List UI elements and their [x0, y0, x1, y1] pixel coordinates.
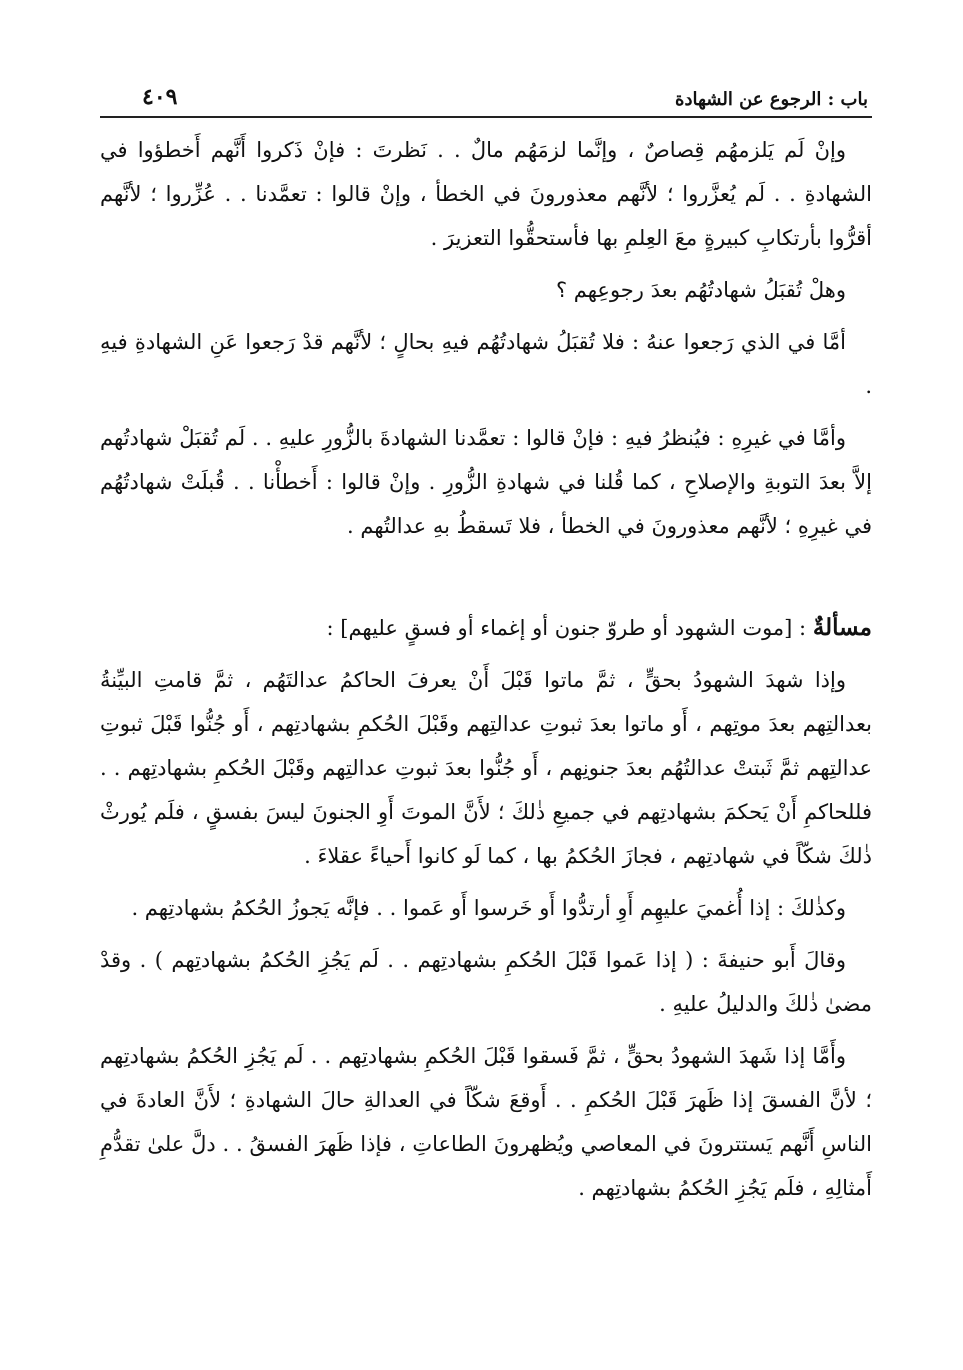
chapter-title: باب : الرجوع عن الشهادة — [675, 89, 868, 110]
paragraph: وإنْ لَم يَلزمهُم قِصاصٌ ، وإنَّما لزمَهُم مالٌ . . نَظرتَ : فإنْ ذَكروا أَنَّهم أَخطؤوا في الشهادةِ . . لَم يُعزَّروا ؛ لأنَّهم معذورونَ في الخطأ ، وإنْ قالوا : تعمَّدنا . . عُزِّروا ؛ لأنَّهم أقرُّوا بأرتكابِ كبيرةٍ معَ العِلمِ بها فأستحقُّوا التعزيرَ . — [100, 138, 872, 250]
book-page — [100, 78, 872, 1218]
issue-label: مسألةٌ — [812, 614, 872, 641]
paragraph: وأَمَّا إذا شَهدَ الشهودُ بحقٍّ ، ثمَّ فَسقوا قَبْلَ الحُكمِ بشهادتِهم . . لَم يَجُزِ الحُكمُ بشهادتِهم ؛ لأنَّ الفسقَ إذا ظَهرَ قَبْلَ الحُكمِ . . أَوقعَ شكّاً في العدالةِ حالَ الشهادةِ ؛ لأَنَّ العادةَ في الناسِ أَنَّهم يَستترونَ في المعاصي ويُظهرونَ الطاعاتِ ، فإذا ظَهرَ الفسقُ . . دلَّ علىٰ تقدُّمِ أَمثالِهِ ، فلَم يَجُزِ الحُكمُ بشهادتِهم . — [100, 1044, 872, 1200]
paragraph: وإذا شهدَ الشهودُ بحقٍّ ، ثمَّ ماتوا قَبْلَ أَنْ يعرفَ الحاكمُ عدالتَهُم ، ثمَّ قامتِ البيِّنةُ بعدالتِهم بعدَ موتِهم ، أَو ماتوا بعدَ ثبوتِ عدالتِهم وقَبْلَ الحُكمِ بشهادتِهم ، أَو جُنُّوا قَبْلَ ثبوتِ عدالتِهم ثمَّ ثَبتتْ عدالتُهُم بعدَ جنونِهم ، أَو جُنُّوا بعدَ ثبوتِ عدالتِهم وقَبْلَ الحُكمِ بشهادتِهم . . فللحاكمِ أَنْ يَحكمَ بشهادتِهم في جميعِ ذٰلكَ ؛ لأَنَّ الموتَ أَوِ الجنونَ ليسَ بفسقٍ ، فلَم يُورثْ ذٰلكَ شكّاً في شهادتِهم ، فجازَ الحُكمُ بها ، كما لَو كانوا أَحياءً عقلاءَ . — [100, 668, 872, 868]
paragraph: وكذٰلكَ : إذا أُغميَ عليهِم أَوِ أرتدُّوا أَو خَرسوا أَو عَموا . . فإنَّه يَجوزُ الحُكمُ بشهادتِهم . — [131, 896, 846, 920]
page-body — [100, 128, 872, 1210]
paragraph: وقالَ أَبو حنيفةَ : ( إذا عَموا قَبْلَ الحُكمِ بشهادتِهم . . لَم يَجُزِ الحُكمُ بشهادتِهم ) . وقدْ مضىٰ ذٰلكَ والدليلُ عليهِ . — [100, 948, 872, 1016]
issue-title: : [موت الشهود أو طروّ جنون أو إغماء أو فسقٍ عليهم] : — [326, 616, 813, 640]
section-gap — [100, 556, 872, 606]
paragraph: وهلْ تُقبَلُ شهادتُهُم بعدَ رجوعِهم ؟ — [555, 278, 846, 302]
running-header — [100, 78, 872, 118]
paragraph: وأمَّا في غيرِهِ : فيُنظرُ فيهِ : فإنْ قالوا : تعمَّدنا الشهادةَ بالزُّورِ عليهِ . . لَم تُقبَلْ شهادتُهم إلاَّ بعدَ التوبةِ والإصلاحِ ، كما قُلنا في شهادةِ الزُّورِ . وإنْ قالوا : أَخطأْنا . . قُبلَتْ شهادتُهُم في غيرِهِ ؛ لأنَّهم معذورونَ في الخطأ ، فلا تَسقطُ بهِ عدالتُهم . — [100, 426, 872, 538]
page-number: ٤٠٩ — [142, 84, 178, 110]
issue-heading — [100, 606, 872, 650]
paragraph: أمَّا في الذي رَجعوا عنهُ : فلا تُقبَلُ شهادتُهُم فيهِ بحالٍ ؛ لأنَّهم قدْ رَجعوا عَنِ الشهادةِ فيهِ . — [100, 330, 872, 398]
